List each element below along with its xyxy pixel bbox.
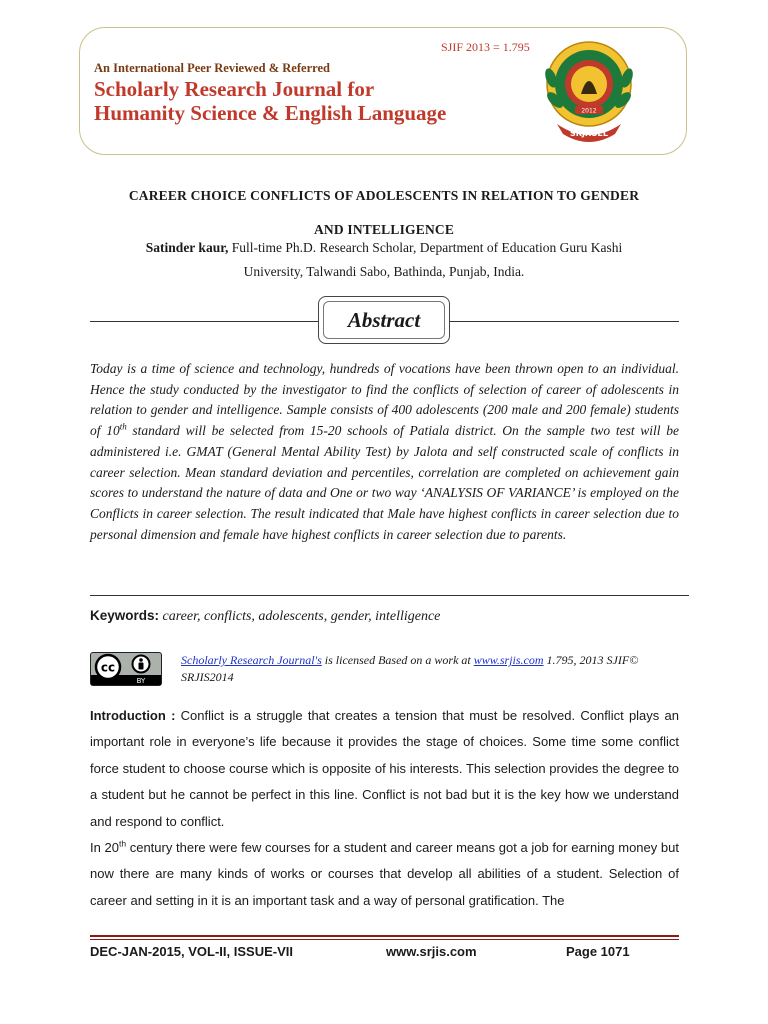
seal-text: SRJHSEL <box>570 129 608 138</box>
abstract-heading-box <box>318 296 450 344</box>
abstract-superscript: th <box>119 421 127 432</box>
sjif-impact: SJIF 2013 = 1.795 <box>441 40 530 54</box>
paper-title-line2: AND INTELLIGENCE <box>313 222 455 237</box>
second-paragraph <box>90 835 679 914</box>
journal-title-line1: Scholarly Research Journal for <box>94 77 375 101</box>
seal-year: 2012 <box>581 107 597 115</box>
abstract-text-part2: standard will be selected from 15-20 schools of Patiala district. On the sample two test will be administered i.e. GMAT (General Mental Ability Test) by Jalota and self constructed scale of conflicts in career selection. Mean standard deviation and percentiles, correlation are completed on achievement gain scores to understand the nature of data and One or two way ‘ANALYSIS OF VARIANCE’ is employed on the Conflicts in career selection. The result indicated that Male have highest conflicts in career selection due to personal dimension and female have highest conflicts in career selection due to parents. <box>90 423 679 542</box>
license-mid: is licensed Based on a work at <box>321 653 474 667</box>
cc-by-label: BY <box>136 677 146 685</box>
license-statement <box>181 652 661 686</box>
srjis-link[interactable]: www.srjis.com <box>473 653 544 667</box>
journal-link[interactable]: Scholarly Research Journal's <box>181 653 322 667</box>
footer-rule-thick <box>90 935 679 937</box>
footer-rule-thin <box>90 939 679 940</box>
journal-title <box>94 77 554 125</box>
footer-page-number: Page 1071 <box>566 944 630 959</box>
keywords-rule <box>90 595 689 596</box>
keywords-label: Keywords: <box>90 608 160 623</box>
journal-title-line2: Humanity Science & English Language <box>94 101 447 125</box>
p2-superscript: th <box>118 838 127 849</box>
author-block <box>90 236 678 284</box>
cc-label: cc <box>100 660 116 675</box>
journal-tagline: An International Peer Reviewed & Referred <box>94 61 330 75</box>
paper-title-line1: CAREER CHOICE CONFLICTS OF ADOLESCENTS IN RELATION TO GENDER <box>128 188 640 203</box>
cc-license-badge[interactable] <box>90 652 162 686</box>
author-affiliation-1: Full-time Ph.D. Research Scholar, Department of Education Guru Kashi <box>228 240 623 255</box>
journal-seal-logo <box>543 38 635 143</box>
abstract-heading: Abstract <box>323 301 445 339</box>
intro-text: Conflict is a struggle that creates a tension that must be resolved. Conflict plays an important role in everyone’s life because it provides the stage of choices. Some time some conflict force student to choose course which is opposite of his interests. This selection provides the degree to a student but he cannot be perfect in this line. Conflict is not bad but it is the key how we understand and respond to conflict. <box>90 708 679 829</box>
footer-site: www.srjis.com <box>386 944 477 959</box>
author-affiliation-2: University, Talwandi Sabo, Bathinda, Punjab, India. <box>243 264 525 279</box>
abstract-rule-right <box>450 321 679 322</box>
abstract-text-part1: Today is a time of science and technology, hundreds of vocations have been thrown open to an individual. Hence the study conducted by the investigator to find the conflicts of selection of career of adolescents in relation to gender and intelligence. Sample consists of 400 adolescents (200 male and 200 female) students of 10 <box>90 361 679 439</box>
keywords-value: career, conflicts, adolescents, gender, intelligence <box>159 609 441 624</box>
intro-paragraph <box>90 703 679 835</box>
body-text <box>90 703 679 914</box>
intro-label: Introduction : <box>90 708 181 723</box>
p2-pre: In 20 <box>90 840 119 856</box>
author-name: Satinder kaur, <box>145 240 229 255</box>
footer-issue: DEC-JAN-2015, VOL-II, ISSUE-VII <box>90 944 293 959</box>
p2-text: century there were few courses for a student and career means got a job for earning money but now there are many kinds of works or courses that develop all abilities of a student. Selection of career and setting in it is an important task and a way of personal gratification. The <box>90 840 679 908</box>
license-tail: 1.795, 2013 SJIF© SRJIS2014 <box>181 653 639 684</box>
abstract-rule-left <box>90 321 318 322</box>
keywords-line <box>90 608 440 625</box>
cc-by-icon <box>91 653 161 685</box>
abstract-text <box>90 359 679 545</box>
